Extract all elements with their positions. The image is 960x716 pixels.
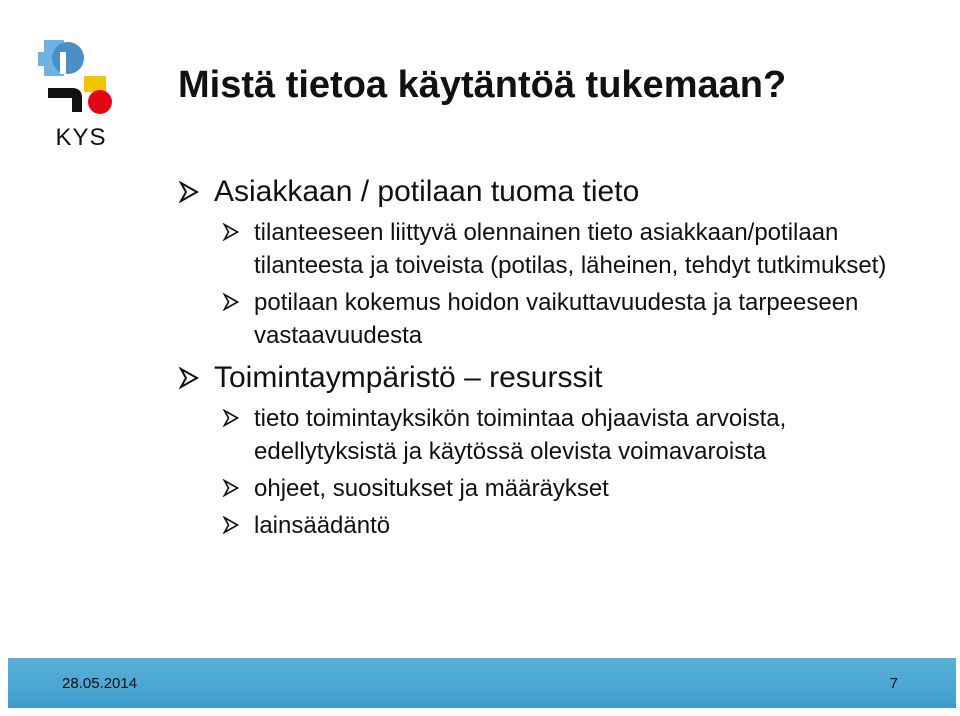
bullet-level2-item xyxy=(178,286,918,352)
arrow-bullet-icon xyxy=(222,223,240,241)
bullet-level1-customer-info xyxy=(178,174,918,210)
arrow-bullet-icon xyxy=(222,409,240,427)
kys-logo-mark-icon xyxy=(38,36,118,126)
bullet-level2-item xyxy=(178,509,918,542)
bullet-text: lainsäädäntö xyxy=(254,512,391,539)
arrow-bullet-icon xyxy=(222,293,240,311)
page-number: 7 xyxy=(889,675,898,692)
bullet-text: tieto toimintayksikön toimintaa ohjaavista arvoista, edellytyksistä ja käytössä olevista voimavaroista xyxy=(254,405,787,465)
logo-text: KYS xyxy=(55,124,107,151)
bullet-level1-environment xyxy=(178,360,918,396)
bullet-text: ohjeet, suositukset ja määräykset xyxy=(254,475,609,502)
bullet-text: Asiakkaan / potilaan tuoma tieto xyxy=(214,175,640,208)
arrow-bullet-icon xyxy=(178,181,200,203)
footer-bar xyxy=(8,658,956,708)
bullet-level2-item xyxy=(178,472,918,505)
bullet-level2-item xyxy=(178,216,918,282)
footer-date: 28.05.2014 xyxy=(62,675,138,692)
kys-logo xyxy=(38,36,118,152)
bullet-text: tilanteeseen liittyvä olennainen tieto asiakkaan/potilaan tilanteesta ja toiveista (potilas, läheinen, tehdyt tutkimukset) xyxy=(254,219,887,279)
slide-title: Mistä tietoa käytäntöä tukemaan? xyxy=(178,64,787,106)
bullet-level2-item xyxy=(178,402,918,468)
bullet-list xyxy=(178,174,918,546)
bullet-text: potilaan kokemus hoidon vaikuttavuudesta ja tarpeeseen vastaavuudesta xyxy=(254,289,859,349)
arrow-bullet-icon xyxy=(222,516,240,534)
arrow-bullet-icon xyxy=(178,367,200,389)
arrow-bullet-icon xyxy=(222,479,240,497)
bullet-text: Toimintaympäristö – resurssit xyxy=(214,361,603,394)
